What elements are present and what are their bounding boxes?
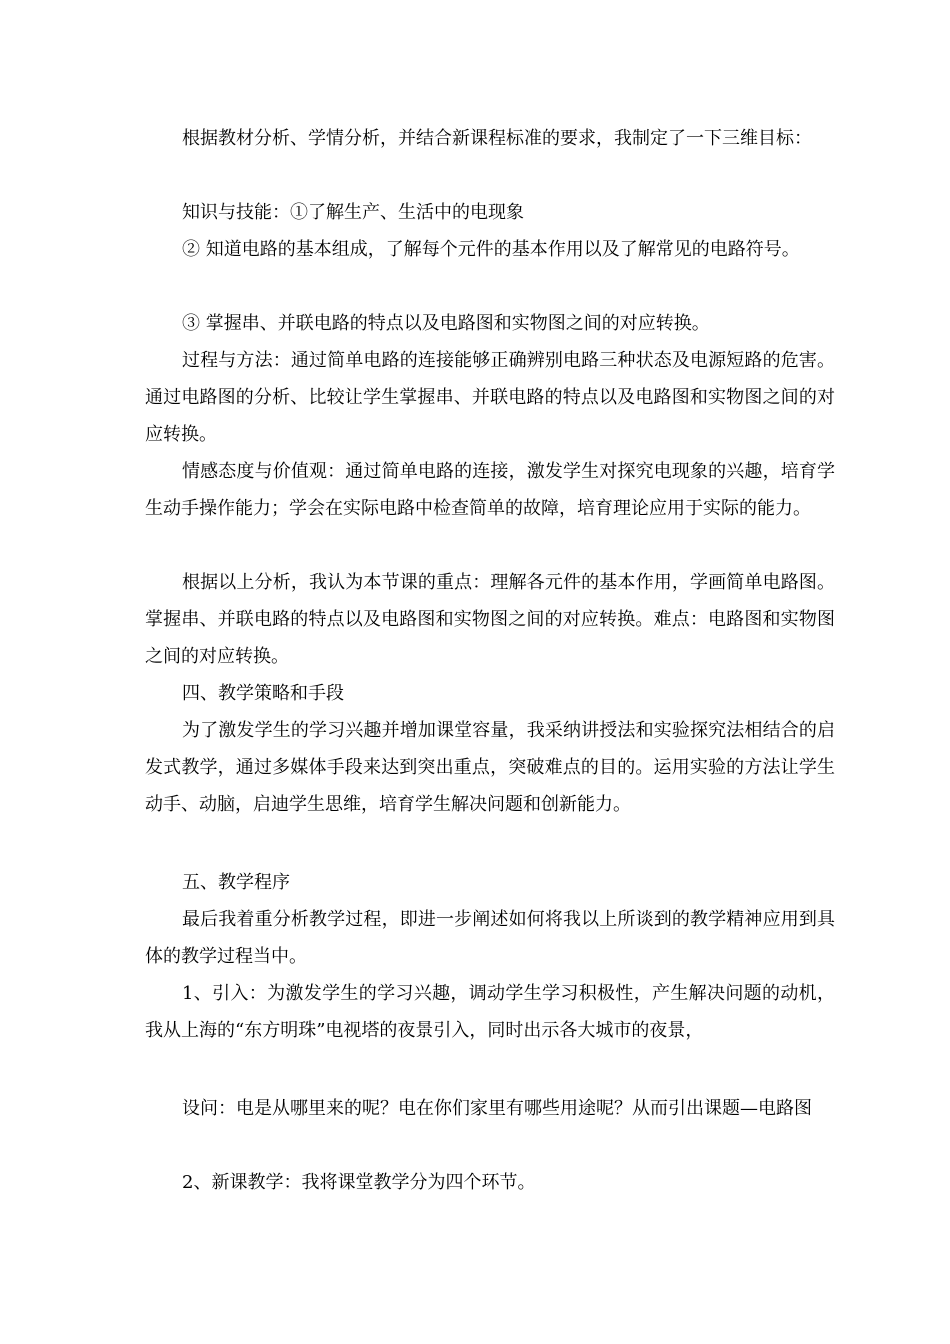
paragraph-key-points: 根据以上分析，我认为本节课的重点：理解各元件的基本作用，学画简单电路图。掌握串、并联电路的特点以及电路图和实物图之间的对应转换。难点：电路图和实物图之间的对应转换。 xyxy=(145,572,835,667)
paragraph-knowledge-skills: 知识与技能：①了解生产、生活中的电现象 xyxy=(182,202,524,223)
heading-teaching-strategy: 四、教学策略和手段 xyxy=(182,683,344,704)
paragraph-emotional-values: 情感态度与价值观：通过简单电路的连接，激发学生对探究电现象的兴趣，培育学生动手操作能力；学会在实际电路中检查简单的故障，培育理论应用于实际的能力。 xyxy=(145,461,835,519)
paragraph-question: 设问：电是从哪里来的呢？电在你们家里有哪些用途呢？从而引出课题—电路图 xyxy=(182,1098,812,1119)
paragraph-introduction-step: 1、引入：为激发学生的学习兴趣，调动学生学习积极性，产生解决问题的动机，我从上海的“东方明珠”电视塔的夜景引入，同时出示各大城市的夜景， xyxy=(145,983,835,1041)
paragraph-goals-intro: 根据教材分析、学情分析，并结合新课程标准的要求，我制定了一下三维目标： xyxy=(182,128,812,149)
paragraph-series-parallel: ③ 掌握串、并联电路的特点以及电路图和实物图之间的对应转换。 xyxy=(182,313,710,334)
paragraph-procedure-intro: 最后我着重分析教学过程，即进一步阐述如何将我以上所谈到的教学精神应用到具体的教学过程当中。 xyxy=(145,909,835,967)
paragraph-process-methods: 过程与方法：通过简单电路的连接能够正确辨别电路三种状态及电源短路的危害。通过电路图的分析、比较让学生掌握串、并联电路的特点以及电路图和实物图之间的对应转换。 xyxy=(145,350,835,445)
paragraph-new-lesson: 2、新课教学：我将课堂教学分为四个环节。 xyxy=(182,1172,536,1193)
paragraph-circuit-components: ② 知道电路的基本组成，了解每个元件的基本作用以及了解常见的电路符号。 xyxy=(182,239,800,260)
heading-teaching-procedure: 五、教学程序 xyxy=(182,872,290,893)
paragraph-strategy-body: 为了激发学生的学习兴趣并增加课堂容量，我采纳讲授法和实验探究法相结合的启发式教学，通过多媒体手段来达到突出重点，突破难点的目的。运用实验的方法让学生动手、动脑，启迪学生思维，培育学生解决问题和创新能力。 xyxy=(145,720,835,815)
